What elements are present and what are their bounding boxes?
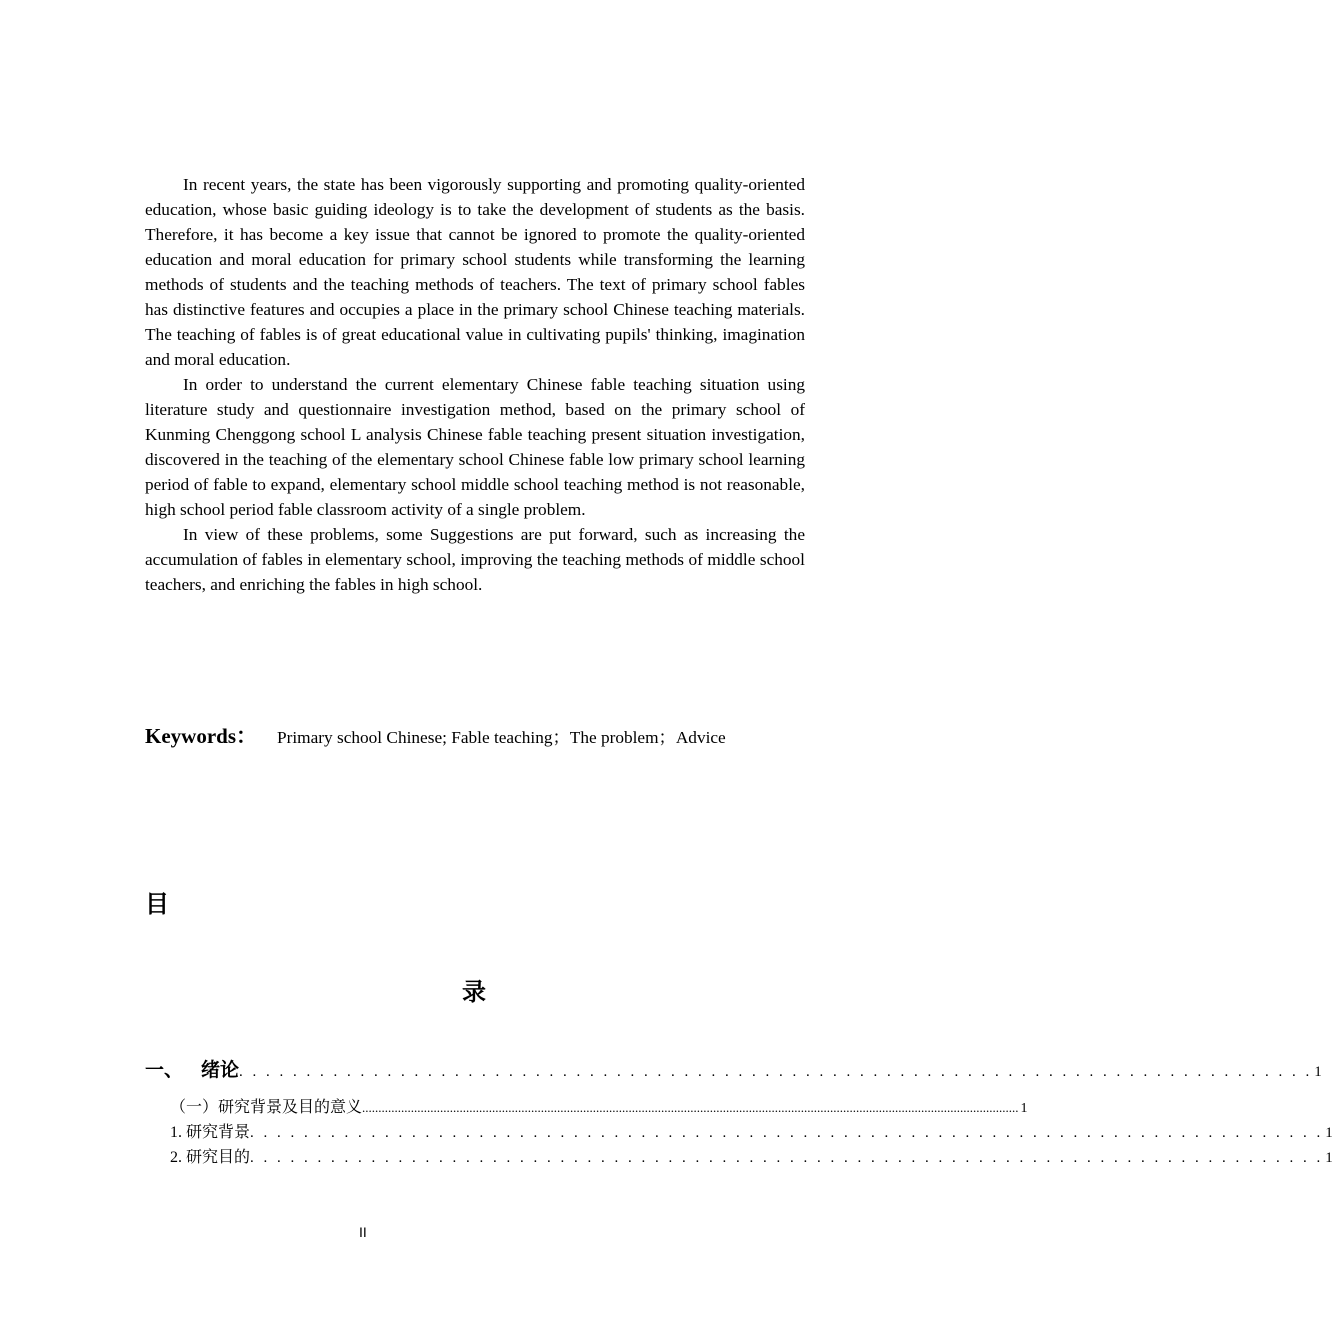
toc-entry-title: 1. 研究背景 bbox=[170, 1124, 251, 1141]
toc-entry-label bbox=[145, 1055, 239, 1082]
toc-entry-page: 1 bbox=[1020, 1101, 1028, 1116]
toc-title-first-char: 目 bbox=[145, 890, 169, 918]
toc-entry-subsection-2[interactable] bbox=[170, 1144, 1333, 1167]
abstract-paragraph-3: In view of these problems, some Suggestions are put forward, such as increasing the accumulation of fables in elementary school, improving the teaching methods of middle school teachers, and enriching the fables in high school. bbox=[145, 525, 805, 594]
keywords-label: Keywords： bbox=[145, 724, 257, 748]
toc-dot-leader: .......................................................................................................................................................................................................... bbox=[362, 1100, 1019, 1115]
page-number: II bbox=[359, 1224, 367, 1240]
abstract-paragraph-1: In recent years, the state has been vigorously supporting and promoting quality-oriented education, whose basic guiding ideology is to take the development of students as the basis. Therefore, it has become a key issue that cannot be ignored to promote the quality-oriented education and moral education for primary school students while transforming the learning methods of students and the teaching methods of teachers. The text of primary school fables has distinctive features and occupies a place in the primary school Chinese teaching materials. The teaching of fables is of great educational value in cultivating pupils' thinking, imagination and moral education. bbox=[145, 175, 805, 369]
toc-entry-title: （一）研究背景及目的意义 bbox=[170, 1099, 363, 1116]
toc-entry-title: 2. 研究目的 bbox=[170, 1149, 251, 1166]
toc-entry-subsection-1[interactable] bbox=[170, 1119, 1333, 1142]
toc-dot-leader: . . . . . . . . . . . . . . . . . . . . . . . . . . . . . . . . . . . . . . . . . . . . . . . . . . . . . . . . . . . . . . . . . . . . . . . . . . . . . . . . bbox=[250, 1125, 1324, 1141]
english-abstract bbox=[145, 172, 805, 597]
keywords-line bbox=[145, 720, 726, 750]
toc-entry-page: 1 bbox=[1325, 1150, 1333, 1166]
toc-entry-section-1[interactable] bbox=[170, 1094, 1028, 1117]
toc-entry-prefix: 一、 bbox=[145, 1059, 184, 1081]
toc-title-second-char: 录 bbox=[462, 978, 486, 1006]
abstract-paragraph-2: In order to understand the current elementary Chinese fable teaching situation using literature study and questionnaire investigation method, based on the primary school of Kunming Chenggong school L analysis Chinese fable teaching present situation investigation, discovered in the teaching of the elementary school Chinese fable low primary school learning period of fable to expand, elementary school middle school teaching method is not reasonable, high school period fable classroom activity of a single problem. bbox=[145, 375, 805, 519]
toc-dot-leader: . . . . . . . . . . . . . . . . . . . . . . . . . . . . . . . . . . . . . . . . . . . . . . . . . . . . . . . . . . . . . . . . . . . . . . . . . . . . . . . . bbox=[250, 1150, 1324, 1166]
toc-entry-page: 1 bbox=[1325, 1125, 1333, 1141]
toc-entry-title: 绪论 bbox=[201, 1059, 240, 1081]
toc-dot-leader: . . . . . . . . . . . . . . . . . . . . . . . . . . . . . . . . . . . . . . . . . . . . . . . . . . . . . . . . . . . . . . . . . . . . . . . . . . . . . . . . bbox=[239, 1064, 1313, 1080]
toc-entry-page: 1 bbox=[1314, 1064, 1322, 1080]
toc-entry-chapter-1[interactable] bbox=[145, 1055, 1322, 1082]
keywords-text: Primary school Chinese; Fable teaching；The problem；Advice bbox=[277, 728, 726, 747]
